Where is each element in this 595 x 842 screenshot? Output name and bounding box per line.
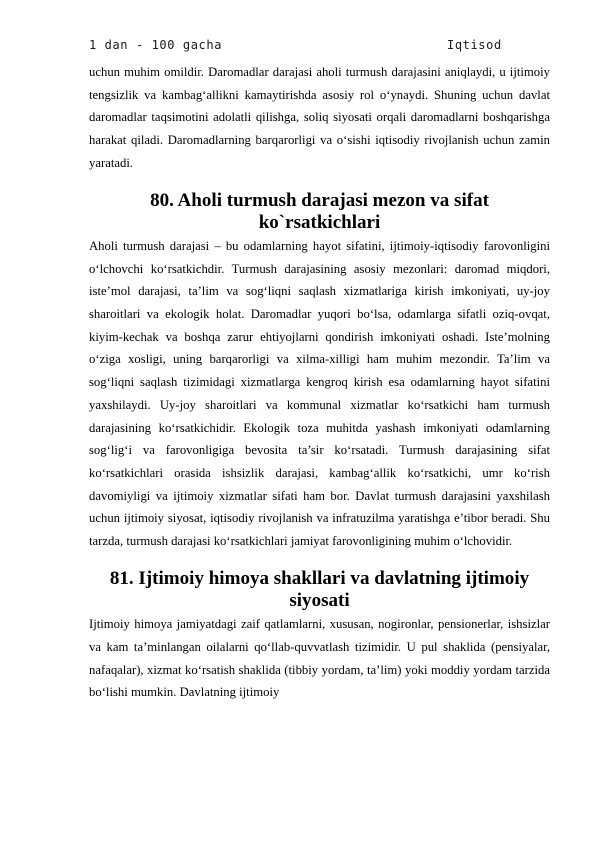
section-80-title: 80. Aholi turmush darajasi mezon va sifat ko`rsatkichlari (150, 189, 489, 234)
header-page-range: 1 dan - 100 gacha (89, 38, 223, 52)
document-body (89, 61, 550, 704)
section-spacer (89, 553, 550, 568)
intro-paragraph: uchun muhim omildir. Daromadlar darajasi aholi turmush darajasini aniqlaydi, u ijtimoiy tengsizlik va kambag‘allikni kamaytirishda asosiy rol o‘ynaydi. Shuning uchun davlat daromadlar taqsimotini adolatli qilishga, soliq siyosati orqali daromadlarni boshqarishga harakat qiladi. Daromadlarning barqarorligi va o‘sishi iqtisodiy rivojlanish uchun zamin yaratadi. (89, 65, 550, 170)
page-header (89, 38, 509, 56)
section-spacer (89, 175, 550, 190)
header-subject: Iqtisod (447, 38, 502, 52)
section-81-paragraph: Ijtimoiy himoya jamiyatdagi zaif qatlamlarni, xususan, nogironlar, pensionerlar, ishsizlar va kam ta’minlangan oilalarni qo‘llab-quvvatlash tizimidir. U pul shaklida (pensiyalar, nafaqalar), xizmat ko‘rsatish shaklida (tibbiy yordam, ta’lim) yoki moddiy yordam tarzida bo‘lishi mumkin. Davlatning ijtimoiy (89, 617, 550, 700)
section-81-title: 81. Ijtimoiy himoya shakllari va davlatning ijtimoiy siyosati (109, 567, 530, 612)
section-80-paragraph: Aholi turmush darajasi – bu odamlarning hayot sifatini, ijtimoiy-iqtisodiy farovonligini o‘lchovchi ko‘rsatkichdir. Turmush darajasining asosiy mezonlari: daromad miqdori, iste’mol darajasi, ta’lim va sog‘liqni saqlash xizmatlariga kirish imkoniyati, uy-joy sharoitlari va ekologik holat. Daromadlar yuqori bo‘lsa, odamlarga sifatli oziq-ovqat, kiyim-kechak va boshqa zarur ehtiyojlarni qondirish imkoniyati oshadi. Iste’molning o‘ziga xosligi, uning barqarorligi va xilma-xilligi ham muhim mezondir. Ta’lim va sog‘liqni saqlash tizimidagi xizmatlarga kengroq kirish esa odamlarning hayot sifatini yaxshilaydi. Uy-joy sharoitlari va kommunal xizmatlar ko‘rsatkichi ham turmush darajasining ko‘rsatkichidir. Ekologik toza muhitda yashash imkoniyati odamlarning sog‘lig‘i va farovonligiga bevosita ta’sir ko‘rsatadi. Turmush darajasining sifat ko‘rsatkichlari orasida ishsizlik darajasi, kambag‘allik ko‘rsatkichi, umr ko‘rish davomiyligi va ijtimoiy xizmatlar sifati ham bor. Davlat turmush darajasini yaxshilash uchun ijtimoiy siyosat, iqtisodiy rivojlanish va infratuzilma yaratishga e’tibor beradi. Shu tarzda, turmush darajasi ko‘rsatkichlari jamiyat farovonligining muhim o‘lchovidir. (89, 238, 550, 549)
